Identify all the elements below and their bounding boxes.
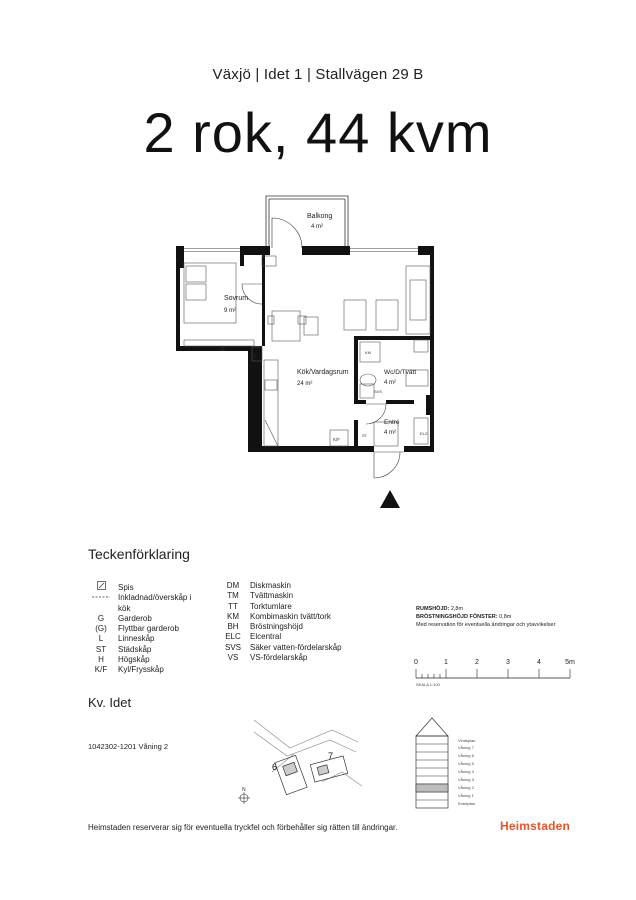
scale-tick-4: 4	[537, 659, 541, 666]
scale-tick-0: 0	[414, 659, 418, 666]
page-title: 2 rok, 44 kvm	[143, 101, 493, 164]
room-name-sovrum: Sovrum	[224, 295, 249, 302]
room-area-wc: 4 m²	[384, 380, 396, 386]
site-plan	[232, 712, 382, 812]
scale-tick-2: 2	[475, 659, 479, 666]
disclaimer: Heimstaden reserverar sig för eventuella tryckfel och förbehåller sig rätten till ändringar.	[88, 823, 398, 832]
floor-label: Våning 2	[458, 785, 474, 790]
room-area-kok: 24 m²	[297, 381, 313, 387]
room-name-balkong: Balkong	[307, 213, 333, 220]
legend-row: G Garderob	[97, 613, 152, 623]
stove-icon	[84, 581, 118, 593]
tag-linen: L	[254, 353, 257, 359]
floor-label: Våning 6	[458, 753, 474, 758]
floor-label: Våning 7	[458, 745, 474, 750]
tag-elc: ELC	[420, 431, 428, 436]
scale-tick-3: 3	[506, 659, 510, 666]
living-furniture	[262, 256, 430, 341]
legend-row: ELC Elcentral	[225, 632, 282, 642]
legend-row: L Linneskåp	[98, 634, 155, 644]
address-line: Växjö | Idet 1 | Stallvägen 29 B	[212, 66, 424, 83]
dashed-line-icon	[84, 593, 118, 614]
floor-label: Entréplan	[458, 801, 476, 806]
entrance-arrow	[380, 490, 400, 508]
legend-right	[216, 581, 396, 663]
room-name-wc: Wc/D/Tvätt	[384, 369, 417, 376]
compass-label: N	[242, 787, 246, 793]
floor-label: Våning 4	[458, 769, 474, 774]
tag-st: ST	[362, 433, 368, 438]
legend-row: Inkladnad/överskåp i kök	[84, 593, 224, 614]
compass-icon	[238, 792, 250, 804]
legend-row: VS VS-fördelarskåp	[227, 653, 308, 663]
building-label-7: 7	[328, 751, 334, 761]
site-title: Kv. Idet	[88, 695, 132, 710]
scale-bar	[408, 656, 578, 690]
legend-left	[84, 581, 224, 676]
scale-tick-5: 5m	[565, 659, 575, 666]
legend-row: SVS Säker vatten-fördelarskåp	[224, 642, 342, 652]
room-area-balkong: 4 m²	[311, 224, 323, 230]
floor-label: Våning 3	[458, 777, 474, 782]
brand-logo: Heimstaden	[500, 819, 571, 833]
tag-kyl: K/F	[333, 437, 341, 442]
balcony	[266, 196, 348, 248]
apartment-id: 1042302-1201 Våning 2	[88, 742, 169, 751]
legend-row: KM Kombimaskin tvätt/tork	[227, 611, 331, 621]
legend-row: K/F Kyl/Frysskåp	[94, 665, 164, 675]
notes: RUMSHÖJD: 2,8m BRÖSTNINGSHÖJD FÖNSTER: 0,8m Med reservation för eventuella ändringar och ytavvikelser	[416, 606, 556, 628]
room-area-entre: 4 m²	[384, 430, 396, 436]
legend-row: (G) Flyttbar garderob	[95, 624, 179, 634]
legend-title: Teckenförklaring	[88, 546, 190, 562]
tag-svs: SVS	[374, 389, 383, 394]
legend-row: TM Tvättmaskin	[227, 591, 294, 601]
legend-row: BH Bröstningshöjd	[227, 622, 303, 632]
legend-row: H Högskåp	[98, 655, 150, 665]
legend-row: TT Torktumlare	[228, 601, 292, 611]
legend-row: ST Städskåp	[95, 644, 152, 654]
room-name-entre: Entré	[384, 419, 400, 426]
floor-label: Våning 5	[458, 761, 474, 766]
scale-label: SKALA 1:100	[416, 682, 440, 687]
tag-km: KM	[365, 350, 371, 355]
room-area-sovrum: 9 m²	[224, 308, 236, 314]
floor-label: Vindsplan	[458, 738, 476, 743]
current-floor-highlight	[416, 784, 448, 792]
floor-stack	[414, 716, 514, 810]
tag-garderob: G	[221, 347, 225, 353]
windows	[184, 249, 418, 252]
scale-tick-1: 1	[444, 659, 448, 666]
floor-label: Våning 1	[458, 793, 474, 798]
room-name-kok: Kök/Vardagsrum	[297, 369, 349, 376]
building-label-6: 6	[272, 762, 278, 772]
legend-row: DM Diskmaskin	[226, 581, 291, 590]
legend-row: Spis	[84, 581, 224, 593]
